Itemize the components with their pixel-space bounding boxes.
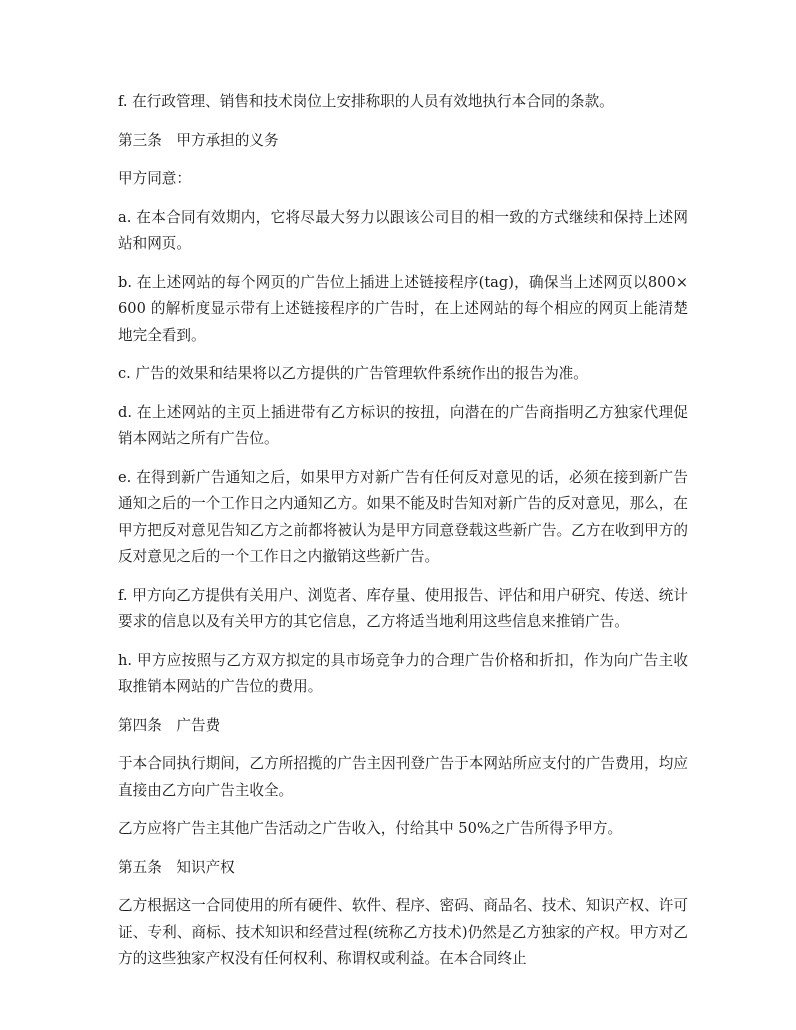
- clause-a-maintain-site: a. 在本合同有效期内，它将尽最大努力以跟该公司目的相一致的方式继续和保持上述网站和网页。: [118, 208, 688, 252]
- article-5-heading: 第五条 知识产权: [118, 858, 235, 876]
- clause-h-pricing: h. 甲方应按照与乙方双方拟定的具市场竞争力的合理广告价格和折扣，作为向广告主收取推销本网站的广告位的费用。: [118, 651, 688, 695]
- ad-fee-collection: 于本合同执行期间，乙方所招揽的广告主因刊登广告于本网站所应支付的广告费用，均应直接由乙方向广告主收全。: [118, 755, 688, 799]
- party-a-agrees: 甲方同意：: [118, 170, 191, 187]
- article-4-heading: 第四条 广告费: [118, 716, 221, 734]
- revenue-share: 乙方应将广告主其他广告活动之广告收入，付给其中 50%之广告所得予甲方。: [118, 820, 623, 837]
- clause-d-logo-button: d. 在上述网站的主页上插进带有乙方标识的按扭，向潜在的广告商指明乙方独家代理促销本网站之所有广告位。: [118, 403, 688, 447]
- clause-b-insert-tag: b. 在上述网站的每个网页的广告位上插进上述链接程序(tag)，确保当上述网页以800×600 的解析度显示带有上述链接程序的广告时，在上述网站的每个相应的网页上能清楚地完全看到。: [118, 273, 688, 344]
- article-3-heading: 第三条 甲方承担的义务: [118, 131, 279, 149]
- clause-f-staffing: f. 在行政管理、销售和技术岗位上安排称职的人员有效地执行本合同的条款。: [118, 93, 614, 110]
- clause-f-user-info: f. 甲方向乙方提供有关用户、浏览者、库存量、使用报告、评估和用户研究、传送、统计要求的信息以及有关甲方的其它信息，乙方将适当地利用这些信息来推销广告。: [118, 586, 688, 630]
- document-page: [118, 89, 688, 985]
- ip-ownership: 乙方根据这一合同使用的所有硬件、软件、程序、密码、商品名、技术、知识产权、许可证、专利、商标、技术知识和经营过程(统称乙方技术)仍然是乙方独家的产权。甲方对乙方的这些独家产权没有任何权利、称谓权或利益。在本合同终止: [118, 897, 688, 967]
- clause-c-ad-reports: c. 广告的效果和结果将以乙方提供的广告管理软件系统作出的报告为准。: [118, 365, 588, 382]
- clause-e-objections: e. 在得到新广告通知之后，如果甲方对新广告有任何反对意见的话，必须在接到新广告通知之后的一个工作日之内通知乙方。如果不能及时告知对新广告的反对意见，那么，在甲方把反对意见告知乙方之前都将被认为是甲方同意登载这些新广告。乙方在收到甲方的反对意见之后的一个工作日之内撤销这些新广告。: [118, 468, 688, 565]
